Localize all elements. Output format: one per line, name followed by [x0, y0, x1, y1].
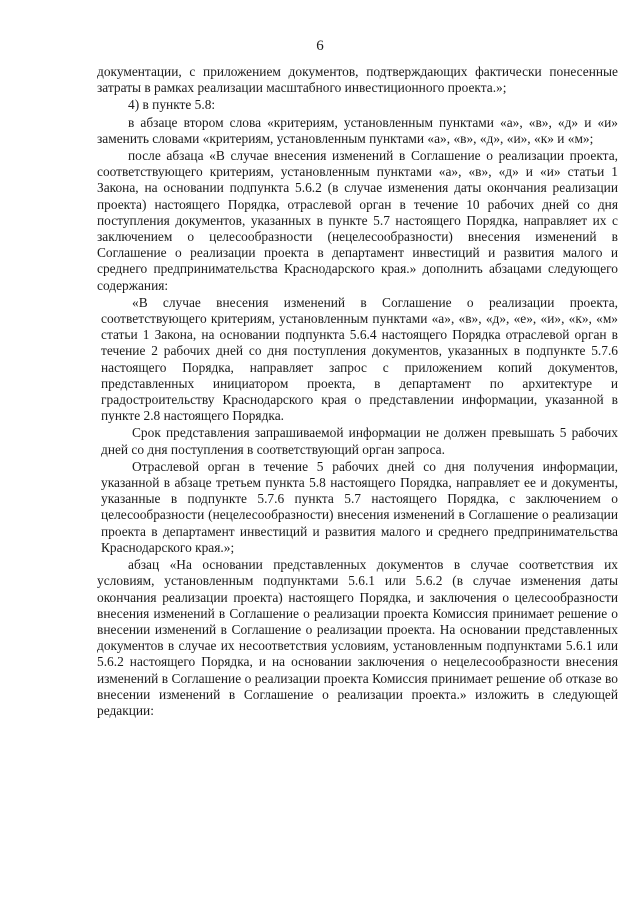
paragraph-replace-words: в абзаце втором слова «критериям, установленным пунктами «а», «в», «д» и «и» заменить словами «критериям, установленным пунктами «а», «в», «д», «и», «к» и «м»;	[97, 114, 618, 146]
paragraph-quoted-request: «В случае внесения изменений в Соглашение о реализации проекта, соответствующего критериям, установленным пунктами «а», «в», «д», «е», «и», «к», «м» статьи 1 Закона, на основании подпункта 5.6.4 настоящего Порядка отраслевой орган в течение 2 рабочих дней со дня поступления документов, указанных в подпункте 5.7.6 настоящего Порядка, направляет запрос с приложением копий документов, представленных инициатором проекта, в департамент по архитектуре и градостроительству Краснодарского края о представлении информации, указанной в пункте 2.8 настоящего Порядка.	[101, 294, 618, 424]
paragraph-item-4-heading: 4) в пункте 5.8:	[128, 97, 216, 113]
page-number: 6	[316, 38, 324, 54]
paragraph-quoted-forwarding: Отраслевой орган в течение 5 рабочих дней со дня получения информации, указанной в абзаце третьем пункта 5.8 настоящего Порядка, направляет ее и документы, указанные в подпункте 5.7.6 пункта 5.7 настоящего Порядка, с заключением о целесообразности (нецелесообразности) внесения изменений в Соглашение о реализации проекта в департамент инвестиций и развития малого и среднего предпринимательства Краснодарского края.»;	[101, 458, 618, 555]
paragraph-add-after: после абзаца «В случае внесения изменений в Соглашение о реализации проекта, соответствующего критериям, установленным пунктами «а», «в», «д» и «и» статьи 1 Закона, на основании подпункта 5.6.2 (в случае изменения даты окончания реализации проекта) настоящего Порядка, отраслевой орган в течение 10 рабочих дней со дня поступления документов, указанных в пункте 5.7 настоящего Порядка, направляет их с заключением о целесообразности (нецелесообразности) внесения изменений в Соглашение о реализации проекта в департамент инвестиций и развития малого и среднего предпринимательства Краснодарского края.» дополнить абзацами следующего содержания:	[97, 148, 618, 293]
paragraph-continuation: документации, с приложением документов, подтверждающих фактически понесенные затраты в рамках реализации масштабного инвестиционного проекта.»;	[97, 64, 618, 96]
paragraph-restate: абзац «На основании представленных документов в случае соответствия их условиям, установленным подпунктами 5.6.1 или 5.6.2 (в случае изменения даты окончания реализации проекта) настоящего Порядка, и заключения о целесообразности внесения изменений в Соглашение о реализации проекта Комиссия принимает решение о внесении изменений в Соглашение о реализации проекта. На основании представленных документов в случае их несоответствия условиям, установленным подпунктами 5.6.1 или 5.6.2 настоящего Порядка, и на основании заключения о нецелесообразности внесения изменений в Соглашение о реализации проекта Комиссия принимает решение об отказе во внесении изменений в Соглашение о реализации проекта.» изложить в следующей редакции:	[97, 557, 618, 718]
paragraph-quoted-deadline: Срок представления запрашиваемой информации не должен превышать 5 рабочих дней со дня поступления в соответствующий орган запроса.	[101, 425, 618, 457]
document-body	[97, 64, 618, 720]
